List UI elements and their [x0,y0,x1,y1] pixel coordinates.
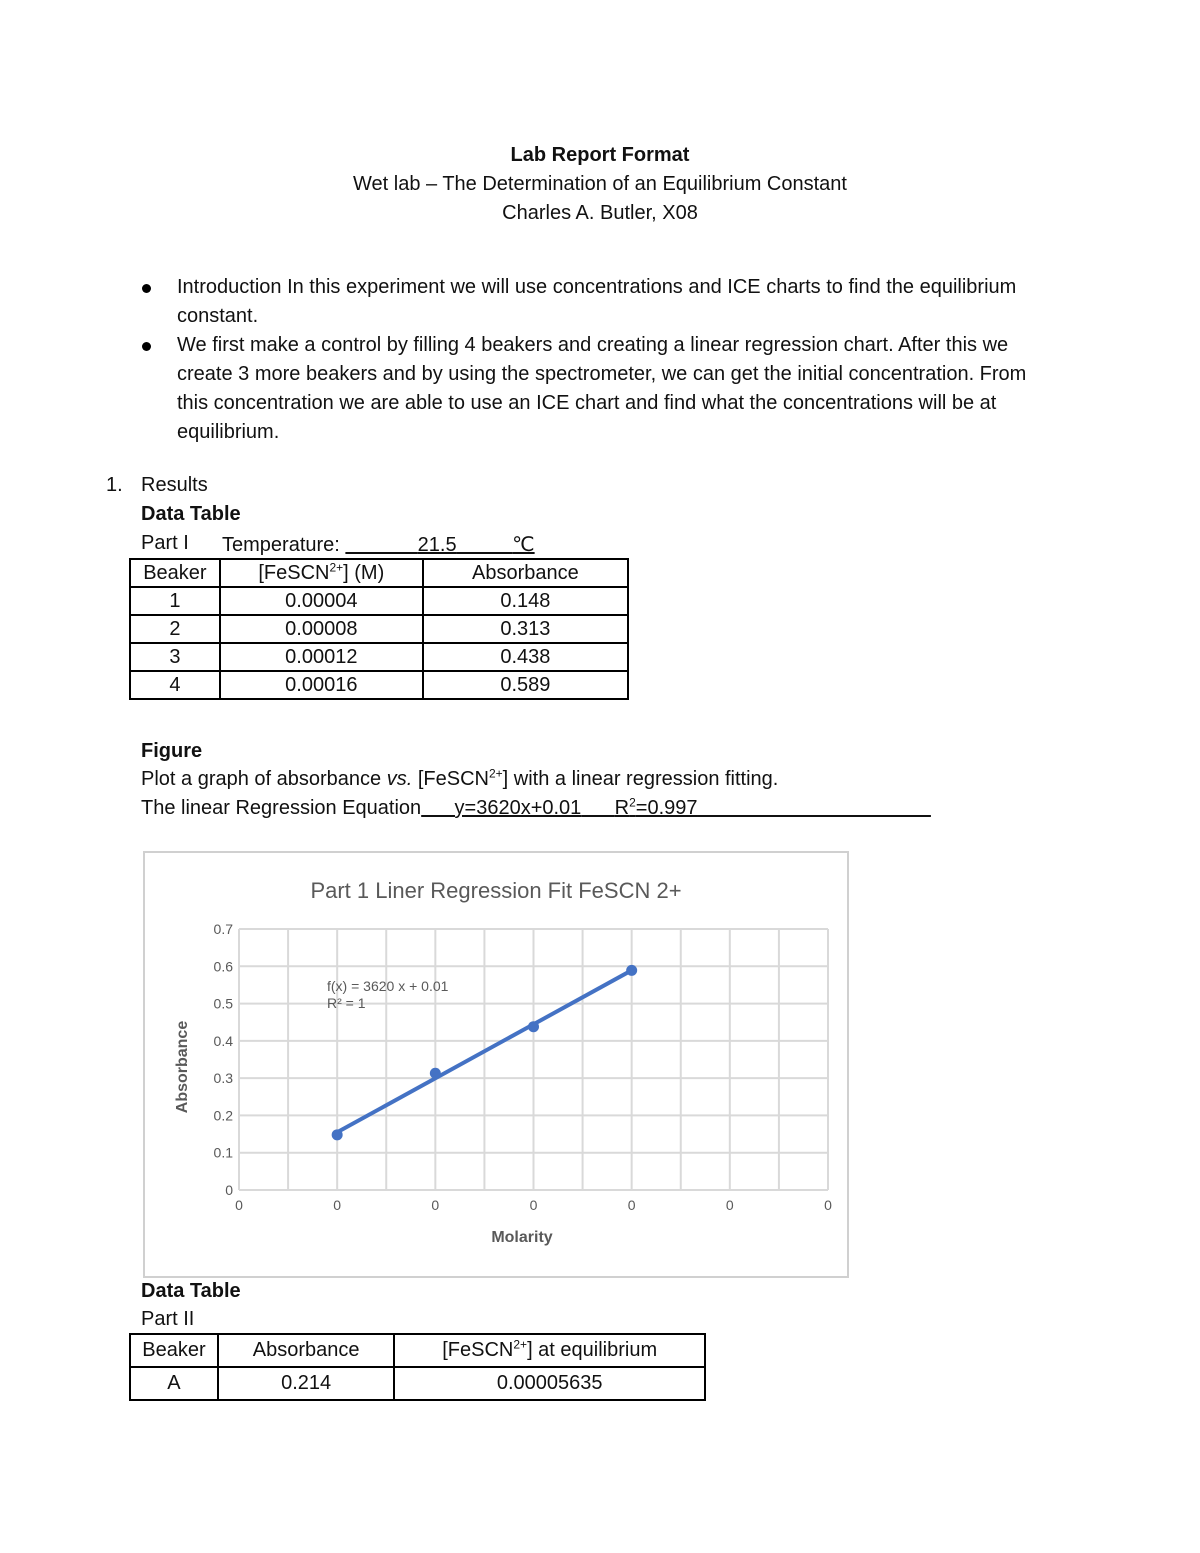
table-row [130,587,628,615]
cell-absorbance: 0.148 [423,587,628,615]
temperature-unit: ℃ [512,534,535,556]
data-point [626,965,637,976]
trendline-r2-label: R² = 1 [327,995,366,1011]
data-table-label-2: Data Table [141,1280,241,1302]
regression-equation-line [141,797,931,820]
table-row [130,615,628,643]
header-conc-pre: [FeSCN [442,1339,514,1361]
y-tick-label: 0.7 [213,921,233,937]
results-heading: Results [141,474,208,496]
y-tick-label: 0.3 [213,1070,233,1087]
intro-bullet-list [140,273,1060,447]
header-conc-post: ] at equilibrium [527,1339,658,1361]
header-conc-pre: [FeSCN [258,561,330,584]
cell-concentration: 0.00012 [220,643,423,671]
part1-label: Part I [141,532,189,554]
header-absorbance: Absorbance [218,1334,395,1367]
y-tick-label: 0.2 [213,1107,233,1124]
y-tick-label: 0.6 [213,958,233,975]
r2-label: R [614,797,630,819]
table-header-row [130,1334,705,1367]
part1-data-table [129,558,629,700]
table-header-row [130,559,628,587]
cell-concentration: 0.00005635 [394,1367,705,1400]
bullet-icon [142,342,151,351]
figure-heading: Figure [141,740,203,762]
header-concentration [394,1334,705,1367]
bullet-text: Introduction In this experiment we will use concentrations and ICE charts to find the equilibrium constant. [177,276,1017,327]
temperature-line [222,532,535,557]
cell-concentration: 0.00016 [220,671,423,699]
results-number: 1. [106,474,123,496]
header-beaker: Beaker [130,559,220,587]
cell-concentration: 0.00004 [220,587,423,615]
cell-beaker: 3 [130,643,220,671]
x-tick-label: 0 [333,1197,342,1213]
cell-beaker: 2 [130,615,220,643]
cell-absorbance: 0.313 [423,615,628,643]
x-tick-label: 0 [529,1197,538,1213]
data-point [430,1068,441,1079]
header-concentration [220,559,423,587]
part2-data-table [129,1333,706,1401]
cell-absorbance: 0.438 [423,643,628,671]
table-row [130,1367,705,1400]
equation-value: y=3620x+0.01 [454,797,582,819]
y-tick-label: 0 [225,1182,233,1198]
cell-beaker: 4 [130,671,220,699]
data-point [332,1129,343,1140]
part2-label: Part II [141,1308,195,1330]
y-axis-label: Absorbance [174,1020,191,1114]
temperature-value-field [345,534,534,556]
x-tick-label: 0 [824,1197,832,1213]
x-axis-label: Molarity [491,1229,553,1246]
temperature-value: 21.5 [417,534,457,556]
y-tick-label: 0.4 [213,1032,233,1049]
cell-beaker: 1 [130,587,220,615]
cell-absorbance: 0.589 [423,671,628,699]
r2-sup: 2 [629,795,636,810]
cell-beaker: A [130,1367,218,1400]
bullet-text: We first make a control by filling 4 beakers and creating a linear regression chart. After this we create 3 more beakers and by using the spectrometer, we can get the initial concentration. From this concentration we are able to use an ICE chart and find what the concentrations will be at equilibrium. [177,334,1027,443]
instruction-post: ] with a linear regression fitting. [502,768,779,790]
data-point [528,1021,539,1032]
header-conc-post: ] (M) [343,561,385,584]
document-title: Lab Report Format [510,144,690,166]
x-tick-label: 0 [725,1197,734,1213]
header-beaker: Beaker [130,1334,218,1367]
header-absorbance: Absorbance [423,559,628,587]
y-tick-label: 0.1 [213,1144,233,1161]
instruction-sup: 2+ [488,766,503,781]
table-row [130,643,628,671]
instruction-mid: [FeSCN [412,768,489,790]
trendline-equation-label: f(x) = 3620 x + 0.01 [327,978,449,994]
cell-absorbance: 0.214 [218,1367,395,1400]
instruction-pre: Plot a graph of absorbance [141,768,387,790]
bullet-icon [142,284,151,293]
bullet-item [140,273,1060,331]
temperature-label: Temperature: [222,534,346,556]
x-tick-label: 0 [627,1197,636,1213]
y-tick-label: 0.5 [213,995,233,1012]
chart-frame [143,851,849,1278]
document-author: Charles A. Butler, X08 [502,202,698,224]
regression-chart [145,853,847,1276]
table-row [130,671,628,699]
r2-value: =0.997 [635,797,698,819]
chart-title: Part 1 Liner Regression Fit FeSCN 2+ [310,878,682,903]
header-conc-sup: 2+ [513,1337,528,1352]
x-tick-label: 0 [431,1197,440,1213]
document-subtitle: Wet lab – The Determination of an Equilibrium Constant [353,173,847,195]
data-table-label: Data Table [141,503,241,525]
bullet-item [140,331,1060,447]
instruction-vs: vs. [386,768,413,790]
equation-label: The linear Regression Equation [141,797,422,819]
cell-concentration: 0.00008 [220,615,423,643]
header-conc-sup: 2+ [329,559,344,574]
x-tick-label: 0 [235,1197,243,1213]
figure-instruction [141,768,778,791]
